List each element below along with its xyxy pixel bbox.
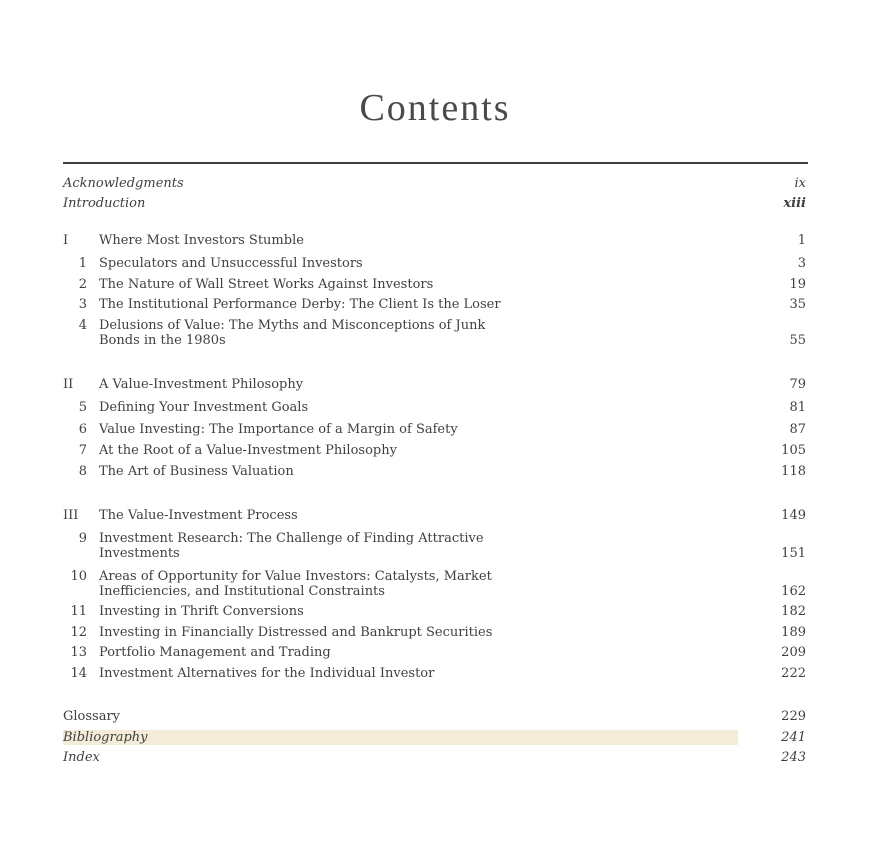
entry-label: Bibliography bbox=[63, 730, 738, 745]
entry-page: 209 bbox=[781, 645, 806, 660]
chapter-title: Speculators and Unsuccessful Investors bbox=[99, 256, 363, 271]
chapter-number: 10 bbox=[70, 569, 87, 584]
chapter-number: 12 bbox=[70, 625, 87, 640]
chapter-title: At the Root of a Value-Investment Philosophy bbox=[99, 443, 397, 458]
part-title: The Value-Investment Process bbox=[99, 508, 298, 523]
chapter-title-cont: Bonds in the 1980s bbox=[99, 333, 226, 348]
entry-page: 81 bbox=[789, 400, 806, 415]
chapter-title: Investing in Thrift Conversions bbox=[99, 604, 304, 619]
entry-page: 182 bbox=[781, 604, 806, 619]
part-title: Where Most Investors Stumble bbox=[99, 233, 304, 248]
entry-page: 118 bbox=[781, 464, 806, 479]
chapter-title: Delusions of Value: The Myths and Misconceptions of Junk bbox=[99, 318, 486, 333]
part-number: I bbox=[63, 233, 69, 248]
part-number: II bbox=[63, 377, 74, 392]
entry-label: Introduction bbox=[63, 196, 146, 211]
chapter-number: 1 bbox=[78, 256, 87, 271]
chapter-number: 13 bbox=[70, 645, 87, 660]
chapter-title: Investment Research: The Challenge of Finding Attractive bbox=[99, 531, 484, 546]
chapter-title: Portfolio Management and Trading bbox=[99, 645, 331, 660]
entry-page: 189 bbox=[781, 625, 806, 640]
chapter-title: The Nature of Wall Street Works Against Investors bbox=[99, 277, 434, 292]
entry-page: 35 bbox=[789, 297, 806, 312]
entry-page: 229 bbox=[781, 709, 806, 724]
entry-page: 222 bbox=[781, 666, 806, 681]
entry-page: 19 bbox=[789, 277, 806, 292]
chapter-title: Areas of Opportunity for Value Investors: Catalysts, Market bbox=[99, 569, 492, 584]
chapter-number: 4 bbox=[78, 318, 87, 333]
chapter-title-cont: Investments bbox=[99, 546, 180, 561]
entry-page: 149 bbox=[781, 508, 806, 523]
chapter-number: 7 bbox=[78, 443, 87, 458]
chapter-title: Value Investing: The Importance of a Margin of Safety bbox=[99, 422, 458, 437]
chapter-number: 11 bbox=[70, 604, 87, 619]
entry-page: 105 bbox=[781, 443, 806, 458]
chapter-number: 8 bbox=[78, 464, 87, 479]
entry-page: 1 bbox=[797, 233, 806, 248]
chapter-number: 9 bbox=[78, 531, 87, 546]
chapter-title: Investing in Financially Distressed and Bankrupt Securities bbox=[99, 625, 493, 640]
entry-page: 3 bbox=[797, 256, 806, 271]
chapter-title: Defining Your Investment Goals bbox=[99, 400, 309, 415]
entry-page: 87 bbox=[789, 422, 806, 437]
chapter-title-cont: Inefficiencies, and Institutional Constraints bbox=[99, 584, 385, 599]
chapter-number: 2 bbox=[78, 277, 87, 292]
entry-page: 241 bbox=[781, 730, 806, 745]
entry-label: Acknowledgments bbox=[63, 176, 184, 191]
entry-page: 162 bbox=[781, 584, 806, 599]
part-title: A Value-Investment Philosophy bbox=[99, 377, 304, 392]
chapter-number: 5 bbox=[78, 400, 87, 415]
chapter-title: Investment Alternatives for the Individual Investor bbox=[99, 666, 435, 681]
entry-label: Glossary bbox=[63, 709, 121, 724]
page-title: Contents bbox=[359, 87, 511, 129]
entry-page: ix bbox=[794, 176, 806, 191]
entry-page: xiii bbox=[783, 196, 806, 211]
chapter-title: The Art of Business Valuation bbox=[99, 464, 294, 479]
part-number: III bbox=[63, 508, 79, 523]
title-rule bbox=[63, 162, 808, 164]
chapter-number: 6 bbox=[78, 422, 87, 437]
entry-page: 79 bbox=[789, 377, 806, 392]
entry-page: 243 bbox=[781, 750, 806, 765]
entry-page: 151 bbox=[781, 546, 806, 561]
chapter-number: 14 bbox=[70, 666, 87, 681]
entry-page: 55 bbox=[789, 333, 806, 348]
chapter-title: The Institutional Performance Derby: The Client Is the Loser bbox=[99, 297, 501, 312]
entry-label: Index bbox=[63, 750, 100, 765]
chapter-number: 3 bbox=[78, 297, 87, 312]
